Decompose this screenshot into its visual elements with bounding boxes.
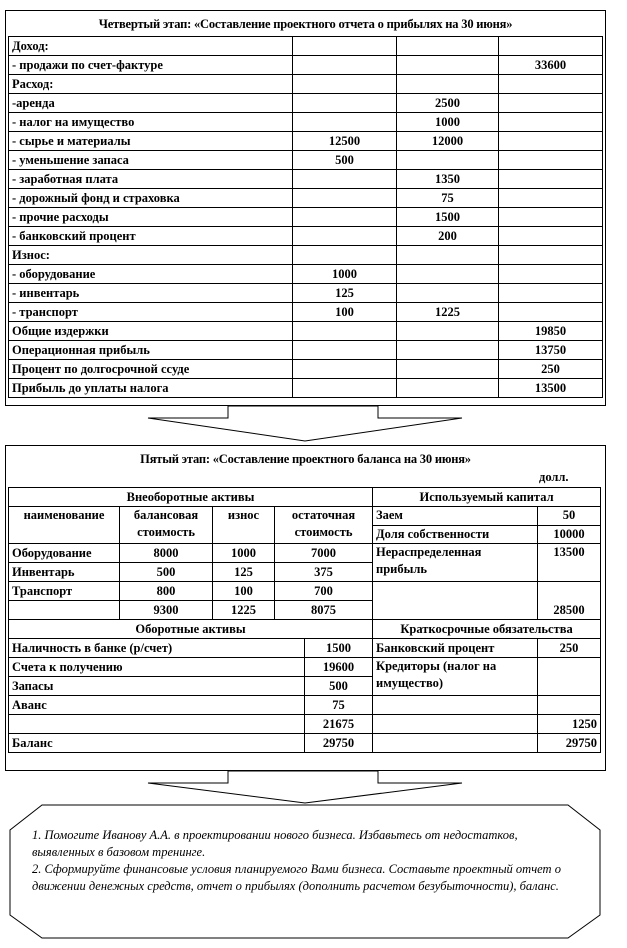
task-1: 1. Помогите Иванову А.А. в проектировании нового бизнеса. Избавьтесь от недостатков, выявленных в базовом тренинге. <box>32 828 518 859</box>
current-value: 19600 <box>305 658 373 677</box>
row-col2: 12000 <box>397 132 499 151</box>
balance-right: 29750 <box>538 734 601 753</box>
asset-wear: 1000 <box>213 544 275 563</box>
row-col1: 1000 <box>293 265 397 284</box>
assets-total-wear: 1225 <box>213 601 275 620</box>
current-assets-header: Оборотные активы <box>9 620 373 639</box>
row-col2: 75 <box>397 189 499 208</box>
row-col3: 33600 <box>499 56 603 75</box>
equity-label: Доля собственности <box>376 527 490 541</box>
assets-total-residual: 8075 <box>275 601 373 620</box>
equity-value: 10000 <box>553 527 585 541</box>
row-label: Процент по долгосрочной ссуде <box>9 360 293 379</box>
current-value: 75 <box>305 696 373 715</box>
current-name: Аванс <box>9 696 305 715</box>
row-label: - уменьшение запаса <box>9 151 293 170</box>
capital-total: 28500 <box>538 582 601 620</box>
task-note <box>32 827 580 895</box>
asset-wear: 100 <box>213 582 275 601</box>
row-label: - прочие расходы <box>9 208 293 227</box>
row-label: - транспорт <box>9 303 293 322</box>
row-col2: 1000 <box>397 113 499 132</box>
row-label: - банковский процент <box>9 227 293 246</box>
current-name: Наличность в банке (р/счет) <box>9 639 305 658</box>
current-value: 500 <box>305 677 373 696</box>
asset-residual: 7000 <box>275 544 373 563</box>
col-residual-header: остаточная стоимость <box>275 507 373 544</box>
asset-book: 500 <box>120 563 213 582</box>
asset-book: 800 <box>120 582 213 601</box>
row-col2: 2500 <box>397 94 499 113</box>
asset-name: Оборудование <box>9 544 120 563</box>
unit-label: долл. <box>539 470 569 484</box>
row-col1: 125 <box>293 284 397 303</box>
capital-header: Используемый капитал <box>373 488 601 507</box>
stage5-title: Пятый этап: «Составление проектного баланса на 30 июня» <box>140 452 471 466</box>
retained-value: 13500 <box>538 544 601 582</box>
loan-label: Заем <box>373 507 537 526</box>
asset-residual: 375 <box>275 563 373 582</box>
row-col2: 1350 <box>397 170 499 189</box>
row-label: - оборудование <box>9 265 293 284</box>
row-label: - налог на имущество <box>9 113 293 132</box>
creditors-label: Кредиторы (налог на имущество) <box>373 658 538 696</box>
row-label: Доход: <box>9 37 293 56</box>
row-label: Операционная прибыль <box>9 341 293 360</box>
row-label: Общие издержки <box>9 322 293 341</box>
retained-label: Нераспределенная прибыль <box>373 544 538 582</box>
noncurrent-assets-header: Внеоборотные активы <box>9 488 373 507</box>
asset-book: 8000 <box>120 544 213 563</box>
current-name: Счета к получению <box>9 658 305 677</box>
asset-residual: 700 <box>275 582 373 601</box>
loan-value: 50 <box>538 507 600 526</box>
balance-label: Баланс <box>9 734 305 753</box>
row-label: Износ: <box>9 246 293 265</box>
col-book-header: балансовая стоимость <box>120 507 213 544</box>
row-label: Прибыль до уплаты налога <box>9 379 293 398</box>
current-total: 21675 <box>305 715 373 734</box>
row-label: - дорожный фонд и страховка <box>9 189 293 208</box>
row-label: Расход: <box>9 75 293 94</box>
row-label: -аренда <box>9 94 293 113</box>
short-liabilities-header: Краткосрочные обязательства <box>373 620 601 639</box>
row-label: - заработная плата <box>9 170 293 189</box>
short-total: 1250 <box>538 715 601 734</box>
bank-interest-label: Банковский процент <box>373 639 538 658</box>
balance-left: 29750 <box>305 734 373 753</box>
assets-total-book: 9300 <box>120 601 213 620</box>
row-col1: 12500 <box>293 132 397 151</box>
row-col3: 13500 <box>499 379 603 398</box>
row-col3: 19850 <box>499 322 603 341</box>
task-2: 2. Сформируйте финансовые условия планируемого Вами бизнеса. Составьте проектный отчет о движении денежных средств, отчет о прибылях (дополнить расчетом безубыточности), баланс. <box>32 862 561 893</box>
current-name: Запасы <box>9 677 305 696</box>
row-col2: 200 <box>397 227 499 246</box>
asset-name: Транспорт <box>9 582 120 601</box>
row-col2: 1225 <box>397 303 499 322</box>
row-col3: 13750 <box>499 341 603 360</box>
down-arrow-icon <box>148 771 462 803</box>
asset-wear: 125 <box>213 563 275 582</box>
stage4-title: Четвертый этап: «Составление проектного отчета о прибылях на 30 июня» <box>98 17 513 31</box>
row-label: - инвентарь <box>9 284 293 303</box>
col-wear-header: износ <box>213 507 275 544</box>
row-col3: 250 <box>499 360 603 379</box>
row-label: - сырье и материалы <box>9 132 293 151</box>
col-name-header: наименование <box>9 507 120 544</box>
row-col2: 1500 <box>397 208 499 227</box>
asset-name: Инвентарь <box>9 563 120 582</box>
row-col1: 100 <box>293 303 397 322</box>
down-arrow-icon <box>148 406 462 441</box>
bank-interest-value: 250 <box>538 639 601 658</box>
current-value: 1500 <box>305 639 373 658</box>
row-col1: 500 <box>293 151 397 170</box>
row-label: - продажи по счет-фактуре <box>9 56 293 75</box>
